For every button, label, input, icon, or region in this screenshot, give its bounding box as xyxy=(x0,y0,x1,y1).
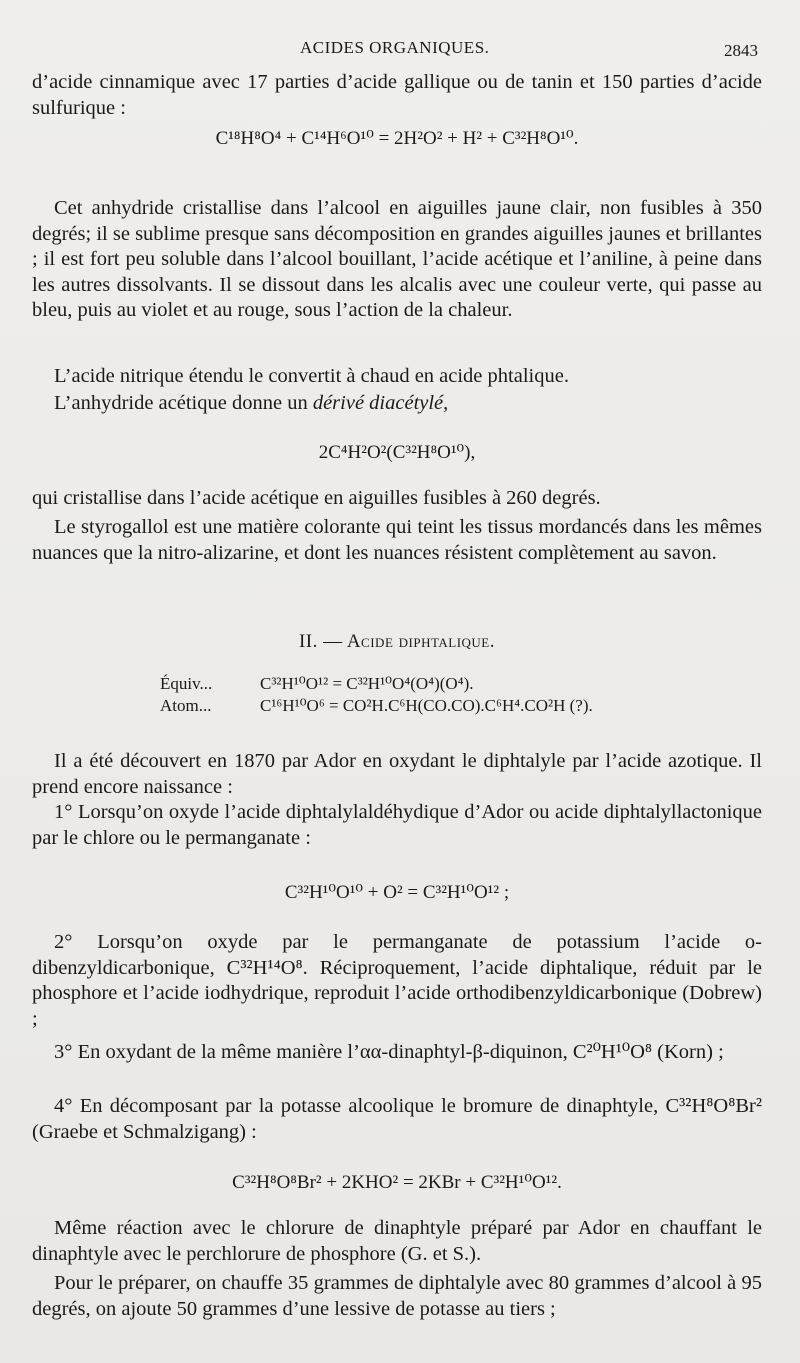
paragraph-cinnamic xyxy=(32,70,762,121)
equation-text: C³²H⁸O⁸Br² + 2KHO² = 2KBr + C³²H¹⁰O¹². xyxy=(232,1172,562,1193)
paragraph-preparation xyxy=(32,1271,762,1322)
running-title: ACIDES ORGANIQUES. xyxy=(300,38,490,57)
formula-block xyxy=(32,674,762,718)
paragraph-text: 1° Lorsqu’on oxyde l’acide diphtalylaldéhydique d’Ador ou acide diphtalyllactonique par le chlore ou le permanganate : xyxy=(32,801,762,849)
formula-value: C¹⁶H¹⁰O⁶ = CO²H.C⁶H(CO.CO).C⁶H⁴.CO²H (?). xyxy=(260,696,593,715)
paragraph-text: Pour le préparer, on chauffe 35 grammes de diphtalyle avec 80 grammes d’alcool à 95 degrés, on ajoute 50 grammes d’une lessive de potasse au tiers ; xyxy=(32,1272,762,1320)
equation-bromide xyxy=(32,1170,762,1196)
paragraph-text: 4° En décomposant par la potasse alcoolique le bromure de dinaphtyle, C³²H⁸O⁸Br² (Graebe et Schmalzigang) : xyxy=(32,1095,762,1143)
equation-diacetyl xyxy=(32,440,762,466)
paragraph-anhydride-properties xyxy=(32,196,762,324)
paragraph-method-1 xyxy=(32,800,762,851)
paragraph-method-3 xyxy=(32,1040,762,1066)
paragraph-crystallize xyxy=(32,486,762,512)
page-number: 2843 xyxy=(724,41,758,60)
paragraph-method-4 xyxy=(32,1094,762,1145)
formula-label: Atom... xyxy=(160,696,212,715)
paragraph-method-2 xyxy=(32,930,762,1032)
equation-styrogallol-formation xyxy=(32,126,762,152)
paragraph-text: Cet anhydride cristallise dans l’alcool en aiguilles jaune clair, non fusibles à 350 degrés; il se sublime presque sans décomposition en grandes aiguilles jaunes et brillantes ; il est fort peu soluble dans l’alcool bouillant, l’acide acétique et l’aniline, à peine dans les autres dissolvants. Il se dissout dans les alcalis avec une couleur verte, qui passe au bleu, puis au violet et au rouge, sous l’action de la chaleur. xyxy=(32,197,762,321)
paragraph-text: Même réaction avec le chlorure de dinaphtyle préparé par Ador en chauffant le dinaphtyle avec le perchlorure de phosphore (G. et S.). xyxy=(32,1217,762,1265)
formula-equiv-row xyxy=(32,674,762,696)
text-run: , xyxy=(443,392,449,414)
paragraph-text: L’acide nitrique étendu le convertit à chaud en acide phtalique. xyxy=(54,365,569,387)
formula-atom-row xyxy=(32,696,762,718)
text-run: L’anhydride acétique donne un xyxy=(54,392,313,414)
paragraph-text: d’acide cinnamique avec 17 parties d’acide gallique ou de tanin et 150 parties d’acide sulfurique : xyxy=(32,71,762,119)
paragraph-text: qui cristallise dans l’acide acétique en aiguilles fusibles à 260 degrés. xyxy=(32,487,601,509)
paragraph-text: Il a été découvert en 1870 par Ador en oxydant le diphtalyle par l’acide azotique. Il prend encore naissance : xyxy=(32,750,762,798)
paragraph-text: 3° En oxydant de la même manière l’αα-dinaphtyl-β-diquinon, C²⁰H¹⁰O⁸ (Korn) ; xyxy=(54,1041,724,1063)
section-heading xyxy=(32,629,762,655)
formula-label: Équiv... xyxy=(160,674,213,693)
equation-oxidation xyxy=(32,880,762,906)
paragraph-discovery xyxy=(32,749,762,800)
page-header xyxy=(0,36,800,64)
paragraph-nitric-acid xyxy=(32,364,762,390)
equation-text: C¹⁸H⁸O⁴ + C¹⁴H⁶O¹⁰ = 2H²O² + H² + C³²H⁸O¹⁰. xyxy=(215,128,579,149)
paragraph-text: Le styrogallol est une matière colorante qui teint les tissus mordancés dans les mêmes nuances que la nitro-alizarine, et dont les nuances résistent complètement au savon. xyxy=(32,516,762,564)
equation-text: 2C⁴H²O²(C³²H⁸O¹⁰), xyxy=(318,442,476,463)
paragraph-styrogallol-dye xyxy=(32,515,762,566)
formula-value: C³²H¹⁰O¹² = C³²H¹⁰O⁴(O⁴)(O⁴). xyxy=(260,674,474,693)
paragraph-chloride xyxy=(32,1216,762,1267)
section-title: II. — Acide diphtalique. xyxy=(298,631,496,652)
equation-text: C³²H¹⁰O¹⁰ + O² = C³²H¹⁰O¹² ; xyxy=(284,882,510,903)
paragraph-acetic-anhydride xyxy=(32,391,762,417)
paragraph-text xyxy=(32,391,762,417)
paragraph-text: 2° Lorsqu’on oxyde par le permanganate de potassium l’acide o-dibenzyldicarbonique, C³²H¹⁴O⁸. Réciproquement, l’acide diphtalique, réduit par le phosphore et l’acide iodhydrique, reproduit l’acide orthodibenzyldicarbonique (Dobrew) ; xyxy=(32,931,762,1030)
italic-term: dérivé diacétylé xyxy=(312,392,444,414)
